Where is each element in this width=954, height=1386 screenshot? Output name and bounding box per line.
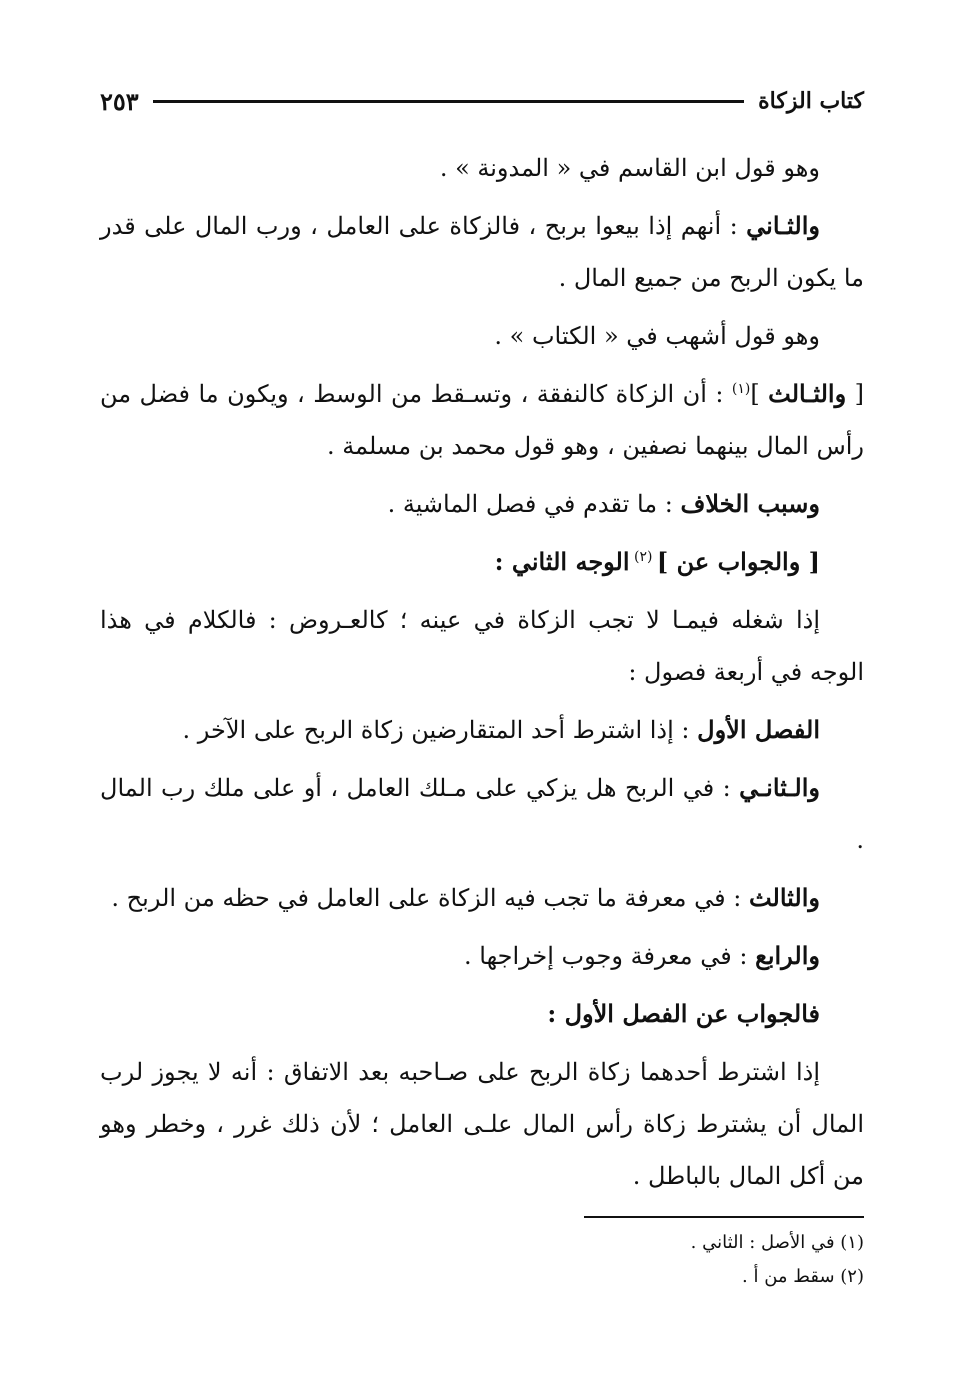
- paragraph-12: [100, 988, 864, 1040]
- paragraph-11: [100, 930, 864, 982]
- header-rule: [153, 100, 744, 103]
- paragraph-text: : أن الزكاة كالنفقة ، وتسـقط من الوسط ، ويكون ما فضل من رأس المال بينهما نصفين ، وهو قول محمد بن مسلمة .: [100, 380, 864, 460]
- running-title: كتاب الزكاة: [758, 88, 864, 114]
- section-heading-part-a: [ والجواب عن ]: [656, 547, 820, 576]
- paragraph-7: [100, 594, 864, 698]
- paragraph-text: : إذا اشترط أحد المتقارضين زكاة الربح على الآخر .: [182, 716, 698, 744]
- footnote-2: (٢) سقط من أ .: [742, 1266, 864, 1287]
- footnote-1: (١) في الأصل : الثاني .: [690, 1232, 864, 1253]
- paragraph-text: وهو قول أشهب في « الكتاب » .: [494, 322, 820, 350]
- paragraph-6: [100, 536, 864, 588]
- bracket-open: [: [846, 380, 865, 408]
- paragraph-13: [100, 1046, 864, 1202]
- paragraph-10: [100, 872, 864, 924]
- footnote-ref-1: (١): [731, 381, 751, 397]
- paragraph-text: : أنهم إذا بيعوا بربح ، فالزكاة على العامل ، ورب المال على قدر ما يكون الربح من جميع المال .: [100, 212, 864, 292]
- paragraph-heading: والثـاني: [746, 211, 820, 240]
- paragraph-8: [100, 704, 864, 756]
- paragraph-heading: والثالث: [748, 883, 820, 912]
- main-text: [100, 142, 864, 1208]
- page-number: ٢٥٣: [100, 86, 139, 116]
- paragraph-heading: وسبب الخلاف: [680, 489, 820, 518]
- paragraph-text: إذا اشترط أحدهما زكاة الربح على صـاحبه بعد الاتفاق : أنه لا يجوز لرب المال أن يشترط زكاة رأس المال علـى العامل ؛ لأن ذلك غرر ، وخطر وهو من أكل المال بالباطل .: [100, 1058, 864, 1190]
- page-header: [100, 84, 864, 118]
- paragraph-3: [100, 310, 864, 362]
- book-page: [100, 70, 864, 1330]
- paragraph-text: إذا شغله فيمـا لا تجب الزكاة في عينه ؛ كالعـروض : فالكلام في هذا الوجه في أربعة فصول :: [100, 606, 864, 686]
- paragraph-9: [100, 762, 864, 866]
- paragraph-2: [100, 200, 864, 304]
- section-heading-part-b: الوجه الثاني :: [494, 547, 630, 576]
- bracket-close: ]: [750, 380, 769, 408]
- paragraph-text: : في معرفة ما تجب فيه الزكاة على العامل في حظه من الربح .: [111, 884, 749, 912]
- paragraph-text: : في معرفة وجوب إخراجها .: [464, 942, 756, 970]
- paragraph-text: وهو قول ابن القاسم في « المدونة » .: [439, 154, 820, 182]
- paragraph-heading: والثـالث: [768, 379, 847, 408]
- footnote-rule: [584, 1216, 864, 1218]
- footnote-ref-2: (٢): [629, 549, 657, 565]
- paragraph-text: : في الربح هل يزكي على مـلك العامل ، أو على ملك رب المال .: [100, 774, 864, 854]
- paragraph-heading: والـثانـي: [739, 773, 820, 802]
- paragraph-text: : ما تقدم في فصل الماشية .: [387, 490, 681, 518]
- paragraph-heading: الفصل الأول: [697, 715, 820, 744]
- footnotes: [100, 1226, 864, 1294]
- paragraph-5: [100, 478, 864, 530]
- paragraph-1: [100, 142, 864, 194]
- paragraph-heading: والرابع: [755, 941, 820, 970]
- paragraph-4: [100, 368, 864, 472]
- section-heading: فالجواب عن الفصل الأول :: [547, 999, 820, 1028]
